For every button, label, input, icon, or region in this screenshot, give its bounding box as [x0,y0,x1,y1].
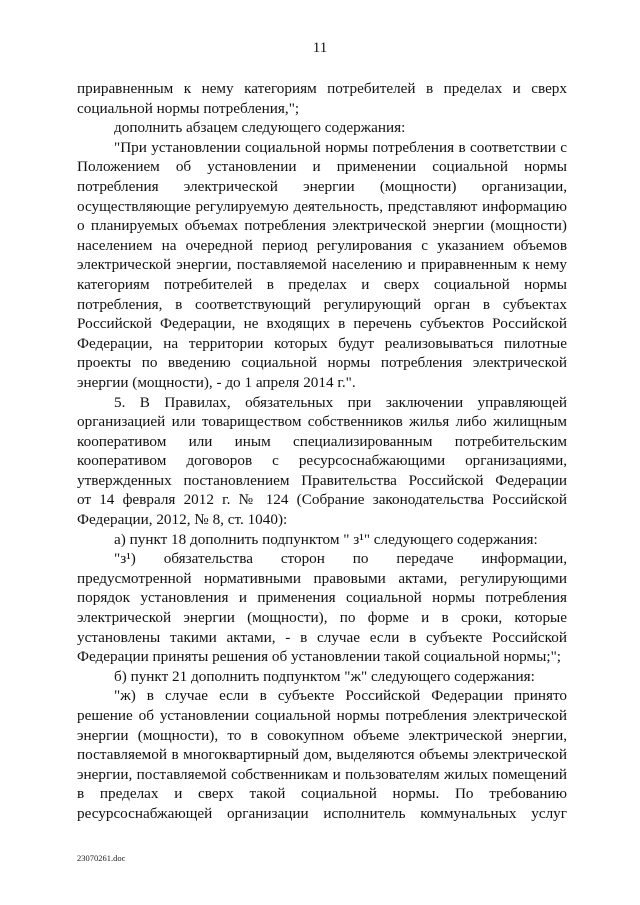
text-line: ресурсоснабжающей организации исполнитель коммунальных услуг [77,804,567,822]
page-number: 11 [312,40,328,56]
text-line: "При установлении социальной нормы потребления в соответствии с [114,138,567,156]
text-line: о планируемых объемах потребления электрической энергии (мощности) [77,217,567,235]
text-line: электрической энергии (мощности), по форме и в сроки, которые [77,609,567,627]
text-line: б) пункт 21 дополнить подпунктом "ж" следующего содержания: [114,667,535,685]
text-line: утвержденных постановлением Правительства Российской Федерации [77,471,567,489]
text-line: категориям потребителей в пределах и сверх социальной нормы [77,275,567,293]
text-line: поставляемой в многоквартирный дом, выделяются объемы электрической [77,746,567,764]
text-line: "з¹) обязательства сторон по передаче информации, [114,550,567,568]
text-line: энергии (мощности), то в совокупном объеме электрической энергии, [77,726,567,744]
text-line: кооперативом или иным специализированным потребительским [77,432,567,450]
text-line: энергии, поставляемой собственникам и пользователям жилых помещений [77,765,567,783]
text-line: Положением об установлении и применении социальной нормы [77,158,567,176]
document-body [77,79,567,824]
text-line: электрической энергии, поставляемой населению и приравненным к нему [77,256,567,274]
text-line: кооперативом договоров с ресурсоснабжающими организациями, [77,452,567,470]
text-line: Российской Федерации, не входящих в перечень субъектов Российской [77,315,567,333]
text-line: проекты по введению социальной нормы потребления электрической [77,354,567,372]
text-line: организацией или товариществом собственников жилья либо жилищным [77,413,567,431]
text-line: предусмотренной нормативными правовыми актами, регулирующими [77,569,567,587]
text-line: осуществляющие регулируемую деятельность, представляют информацию [77,197,567,215]
text-line: энергии (мощности), - до 1 апреля 2014 г.". [77,373,356,391]
text-line: порядок установления и применения социальной нормы потребления [77,589,567,607]
text-line: а) пункт 18 дополнить подпунктом " з¹" следующего содержания: [114,530,538,548]
text-line: дополнить абзацем следующего содержания: [114,119,406,137]
text-line: потребления электрической энергии (мощности) организации, [77,177,567,195]
text-line: установлены такими актами, - в случае если в субъекте Российской [77,628,567,646]
text-line: решение об установлении социальной нормы потребления электрической [77,707,567,724]
text-line: населением на очередной период регулирования с указанием объемов [77,236,567,254]
text-line: в пределах и сверх такой социальной нормы. По требованию [77,785,567,803]
text-line: потребления, в соответствующий регулирующий орган в субъектах [77,295,567,313]
text-line: "ж) в случае если в субъекте Российской Федерации принято [114,687,567,705]
text-line: социальной нормы потребления,"; [77,99,300,117]
text-line: Федерации, 2012, № 8, ст. 1040): [77,511,288,529]
text-line: Федерации приняты решения об установлении такой социальной нормы;"; [77,648,561,666]
text-line: 5. В Правилах, обязательных при заключении управляющей [114,393,567,411]
footer-filename: 23070261.doc [77,853,126,863]
text-line: Федерации, на территории которых будут реализовываться пилотные [77,334,567,352]
text-line: приравненным к нему категориям потребителей в пределах и сверх [77,80,567,97]
text-line: от 14 февраля 2012 г. № 124 (Собрание законодательства Российской [77,491,567,509]
